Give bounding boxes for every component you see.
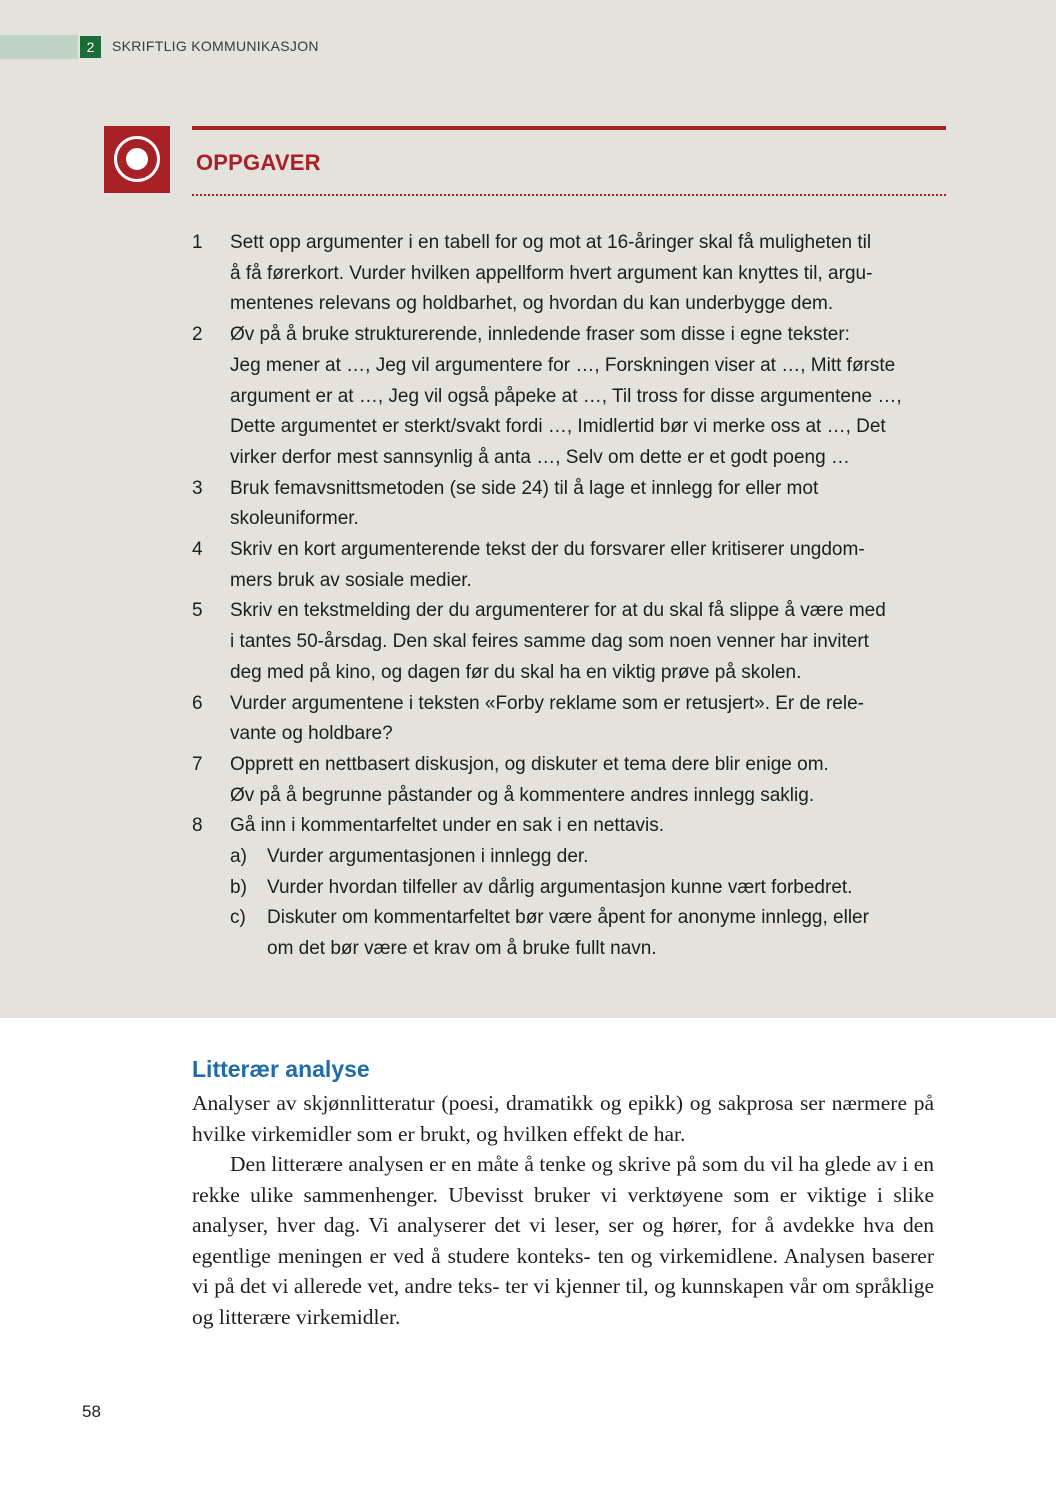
task-item <box>192 320 942 474</box>
task-list <box>192 228 942 965</box>
tasks-top-rule <box>192 126 946 130</box>
task-item <box>192 535 942 596</box>
task-number: 5 <box>192 600 203 622</box>
body-line: Analyser av skjønnlitteratur (poesi, dramatikk og epikk) og sakprosa ser <box>192 1091 826 1115</box>
section-heading: Litterær analyse <box>192 1056 370 1082</box>
subitem-letter: b) <box>230 876 247 898</box>
chapter-title: SKRIFTLIG KOMMUNIKASJON <box>112 38 319 54</box>
task-line: Øv på å begrunne påstander og å kommentere andres innlegg saklig. <box>230 784 815 806</box>
body-line: glede av i en rekke ulike sammenhenger. Ubevisst bruker vi verktøyene <box>192 1152 934 1207</box>
subitem-line: Vurder hvordan tilfeller av dårlig argumentasjon kunne vært forbedret. <box>267 876 853 898</box>
task-line: Vurder argumentene i teksten «Forby reklame som er retusjert». Er de rele- <box>230 692 864 714</box>
task-item <box>192 596 942 688</box>
task-item <box>192 474 942 535</box>
body-line: ter vi kjenner til, og kunnskapen vår om språklige og litterære virkemidler. <box>192 1274 934 1329</box>
body-line: nærmere på hvilke virkemidler som er brukt, og hvilken effekt de har. <box>192 1091 934 1146</box>
task-line: skoleuniformer. <box>230 508 359 530</box>
body-text <box>192 1088 934 1332</box>
task-line: Jeg mener at …, Jeg vil argumentere for …, Forskningen viser at …, Mitt første <box>230 354 896 376</box>
tasks-heading: OPPGAVER <box>196 150 321 175</box>
task-number: 7 <box>192 753 203 775</box>
task-subitem <box>230 873 942 904</box>
task-line: argument er at …, Jeg vil også påpeke at …, Til tross for disse argumentene …, <box>230 385 902 407</box>
body-line: Den litterære analysen er en måte å tenke og skrive på som du vil ha <box>230 1152 819 1176</box>
task-line: Øv på å bruke strukturerende, innledende fraser som disse i egne tekster: <box>230 324 850 346</box>
chapter-number-badge: 2 <box>80 36 101 58</box>
subitem-line: om det bør være et krav om å bruke fullt navn. <box>267 938 657 960</box>
task-number: 8 <box>192 815 203 837</box>
task-number: 1 <box>192 232 203 253</box>
body-line: hører, for å avdekke hva den egentlige meningen er ved å studere konteks- <box>192 1213 934 1268</box>
task-item <box>192 811 942 842</box>
task-subitem <box>230 903 942 964</box>
subitem-letter: c) <box>230 907 246 929</box>
task-line: Opprett en nettbasert diskusjon, og diskuter et tema dere blir enige om. <box>230 753 829 775</box>
body-paragraph <box>192 1149 934 1332</box>
subitem-line: Vurder argumentasjonen i innlegg der. <box>267 846 589 868</box>
task-number: 2 <box>192 324 203 346</box>
task-number: 3 <box>192 477 203 499</box>
task-line: Skriv en tekstmelding der du argumenterer for at du skal få slippe å være med <box>230 600 886 622</box>
task-line: mentenes relevans og holdbarhet, og hvordan du kan underbygge dem. <box>230 293 834 315</box>
task-number: 4 <box>192 539 203 561</box>
task-line: Gå inn i kommentarfeltet under en sak i en nettavis. <box>230 815 665 837</box>
task-line: virker derfor mest sannsynlig å anta …, Selv om dette er et godt poeng … <box>230 446 850 468</box>
page-number: 58 <box>82 1402 101 1421</box>
task-line: vante og holdbare? <box>230 723 393 745</box>
task-line: mers bruk av sosiale medier. <box>230 569 472 591</box>
task-line: i tantes 50-årsdag. Den skal feires samme dag som noen venner har invitert <box>230 631 869 653</box>
task-subitem-wrapper <box>192 903 942 964</box>
tasks-dotted-rule <box>192 194 946 196</box>
subitem-line: Diskuter om kommentarfeltet bør være åpent for anonyme innlegg, eller <box>267 907 869 929</box>
subitem-letter: a) <box>230 846 247 868</box>
task-subitem-wrapper <box>192 842 942 873</box>
body-paragraph <box>192 1088 934 1149</box>
task-item <box>192 228 942 320</box>
task-line: Sett opp argumenter i en tabell for og mot at 16-åringer skal få muligheten til <box>230 232 872 253</box>
body-line: som er viktige i slike analyser, hver dag. Vi analyserer det vi leser, ser og <box>192 1182 935 1237</box>
body-line: ten og virkemidlene. Analysen baserer vi på det vi allerede vet, andre teks- <box>192 1243 935 1298</box>
task-line: å få førerkort. Vurder hvilken appellform hvert argument kan knyttes til, argu- <box>230 262 873 284</box>
header-color-strip <box>0 35 78 59</box>
target-icon <box>104 126 170 193</box>
task-number: 6 <box>192 692 203 714</box>
task-line: Dette argumentet er sterkt/svakt fordi …, Imidlertid bør vi merke oss at …, Det <box>230 416 886 438</box>
task-line: Skriv en kort argumenterende tekst der du forsvarer eller kritiserer ungdom- <box>230 539 865 561</box>
task-line: deg med på kino, og dagen før du skal ha en viktig prøve på skolen. <box>230 661 802 683</box>
task-subitem-wrapper <box>192 873 942 904</box>
task-line: Bruk femavsnittsmetoden (se side 24) til å lage et innlegg for eller mot <box>230 477 819 499</box>
task-subitem <box>230 842 942 873</box>
task-item <box>192 689 942 750</box>
task-item <box>192 750 942 811</box>
